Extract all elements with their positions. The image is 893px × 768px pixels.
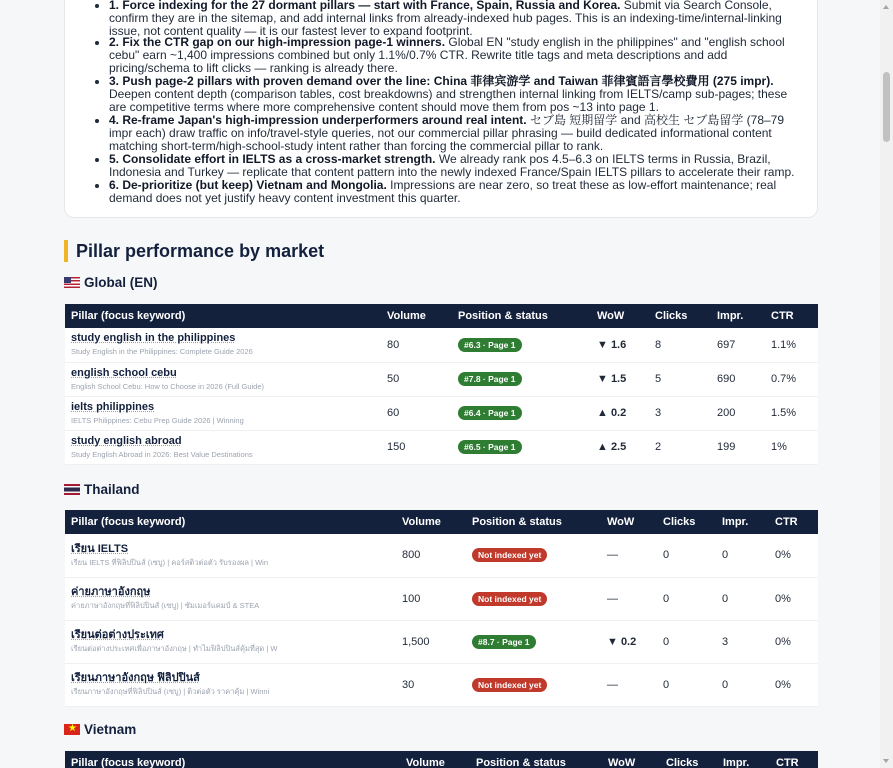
pillar-subtitle: เรียนภาษาอังกฤษที่ฟิลิปปินส์ (เซบู) | ติวต่อตัว ราคาคุ้ม | Winni bbox=[71, 687, 270, 696]
column-header-wow[interactable]: WoW bbox=[591, 304, 649, 328]
impr-cell: 697 bbox=[711, 328, 765, 362]
column-header-ctr[interactable]: CTR bbox=[765, 304, 818, 328]
clicks-cell: 5 bbox=[649, 362, 711, 396]
status-badge: #7.8 · Page 1 bbox=[458, 372, 522, 386]
recommendations-card bbox=[64, 0, 818, 218]
vietnam-flag-icon bbox=[64, 724, 80, 735]
recommendation-item: • 1. Force indexing for the 27 dormant pillars — start with France, Spain, Russia and Korea. Submit via Search Console, confirm they are in the sitemap, and add internal links from already-indexed hub pages. This is an indexing-time/internal-linking issue, not content quality — it is our fastest lever to expand footprint. bbox=[109, 0, 801, 38]
impr-cell: 0 bbox=[716, 534, 769, 577]
volume-cell: 800 bbox=[396, 534, 466, 577]
market-title-thailand: Thailand bbox=[64, 482, 140, 498]
ctr-cell: 0% bbox=[769, 577, 818, 620]
recommendation-item: • 5. Consolidate effort in IELTS as a cross-market strength. We already rank pos 4.5–6.3 on IELTS terms in Russia, Brazil, Indonesia and Turkey — replicate that content pattern into the newly indexed France/Spain IELTS pillars to accelerate their ramp. bbox=[109, 153, 801, 179]
clicks-cell: 0 bbox=[657, 577, 716, 620]
table-row bbox=[65, 577, 818, 620]
impr-cell: 0 bbox=[716, 663, 769, 706]
status-badge: Not indexed yet bbox=[472, 548, 547, 562]
table-row bbox=[65, 362, 818, 396]
column-header-volume[interactable]: Volume bbox=[400, 751, 470, 768]
scrollbar-thumb[interactable] bbox=[883, 72, 890, 142]
table-row bbox=[65, 620, 818, 663]
clicks-cell: 0 bbox=[657, 663, 716, 706]
impr-cell: 690 bbox=[711, 362, 765, 396]
pillar-keyword-link[interactable]: ค่ายภาษาอังกฤษ bbox=[71, 586, 151, 598]
page-scrollbar[interactable] bbox=[880, 0, 893, 768]
column-header-ctr[interactable]: CTR bbox=[770, 751, 818, 768]
pillar-keyword-link[interactable]: เรียนภาษาอังกฤษ ฟิลิปปินส์ bbox=[71, 672, 200, 684]
pillar-subtitle: Study English in the Philippines: Complete Guide 2026 bbox=[71, 347, 253, 357]
clicks-cell: 8 bbox=[649, 328, 711, 362]
pillar-subtitle: เรียน IELTS ที่ฟิลิปปินส์ (เซบู) | คอร์สติวต่อตัว รับรองผล | Win bbox=[71, 557, 269, 567]
table-row bbox=[65, 534, 818, 577]
impr-cell: 0 bbox=[716, 577, 769, 620]
pillar-keyword-link[interactable]: study english abroad bbox=[71, 434, 182, 447]
status-badge: Not indexed yet bbox=[472, 592, 547, 606]
impr-cell: 200 bbox=[711, 396, 765, 430]
ctr-cell: 1% bbox=[765, 430, 818, 464]
status-badge: #6.3 · Page 1 bbox=[458, 338, 522, 352]
column-header-pillar[interactable]: Pillar (focus keyword) bbox=[65, 304, 381, 328]
volume-cell: 100 bbox=[396, 577, 466, 620]
ctr-cell: 1.5% bbox=[765, 396, 818, 430]
wow-cell: ▼ 1.6 bbox=[591, 328, 649, 362]
pillar-keyword-link[interactable]: เรียน IELTS bbox=[71, 542, 129, 555]
scroll-up-arrow-icon[interactable] bbox=[883, 5, 889, 9]
column-header-position[interactable]: Position & status bbox=[470, 751, 602, 768]
volume-cell: 50 bbox=[381, 362, 452, 396]
pillar-table-thailand bbox=[65, 510, 818, 707]
recommendation-item: • 4. Re-frame Japan's high-impression underperformers around real intent. セブ島 短期留学 and 高校生 セブ島留学 (78–79 impr each) draw traffic on info/travel-style queries, not our commercial pillar phrasing — build dedicated informational content matching short-term/high-school-study intent rather than forcing the commercial pillar to rank. bbox=[109, 114, 801, 153]
pillar-subtitle: IELTS Philippines: Cebu Prep Guide 2026 | Winning bbox=[71, 415, 244, 425]
table-header-row bbox=[65, 510, 818, 534]
clicks-cell: 0 bbox=[657, 534, 716, 577]
table-header-row bbox=[65, 304, 818, 328]
ctr-cell: 0% bbox=[769, 663, 818, 706]
table-header-row bbox=[65, 751, 818, 768]
status-badge: #8.7 · Page 1 bbox=[472, 635, 536, 649]
table-row bbox=[65, 430, 818, 464]
table-row bbox=[65, 663, 818, 706]
column-header-ctr[interactable]: CTR bbox=[769, 510, 818, 534]
column-header-wow[interactable]: WoW bbox=[601, 510, 657, 534]
column-header-position[interactable]: Position & status bbox=[452, 304, 591, 328]
column-header-impr[interactable]: Impr. bbox=[717, 751, 770, 768]
market-title-vietnam: ★Vietnam bbox=[64, 722, 136, 738]
column-header-pillar[interactable]: Pillar (focus keyword) bbox=[65, 510, 396, 534]
ctr-cell: 0% bbox=[769, 620, 818, 663]
wow-cell: ▼ 0.2 bbox=[601, 620, 657, 663]
wow-cell: ▲ 2.5 bbox=[591, 430, 649, 464]
pillar-keyword-link[interactable]: english school cebu bbox=[71, 366, 177, 379]
scroll-down-arrow-icon[interactable] bbox=[883, 759, 889, 763]
pillar-keyword-link[interactable]: ielts philippines bbox=[71, 400, 155, 413]
wow-cell: — bbox=[601, 577, 657, 620]
volume-cell: 60 bbox=[381, 396, 452, 430]
recommendation-item: • 3. Push page-2 pillars with proven demand over the line: China 菲律宾游学 and Taiwan 菲律賓語言學校費用 (275 impr). Deepen content depth (comparison tables, cost breakdowns) and strengthen internal linking from IELTS/camp sub-pages; these are competitive terms where more comprehensive content should move them from pos ~13 into page 1. bbox=[109, 75, 801, 114]
column-header-impr[interactable]: Impr. bbox=[711, 304, 765, 328]
us-flag-icon bbox=[64, 277, 80, 288]
pillar-subtitle: English School Cebu: How to Choose in 2026 (Full Guide) bbox=[71, 381, 265, 391]
status-badge: #6.4 · Page 1 bbox=[458, 406, 522, 420]
table-row bbox=[65, 396, 818, 430]
pillar-table-global bbox=[65, 304, 818, 465]
status-badge: Not indexed yet bbox=[472, 678, 547, 692]
pillar-subtitle: Study English Abroad in 2026: Best Value Destinations bbox=[71, 449, 253, 459]
thailand-flag-icon bbox=[64, 484, 80, 495]
status-badge: #6.5 · Page 1 bbox=[458, 440, 522, 454]
column-header-volume[interactable]: Volume bbox=[396, 510, 466, 534]
section-title: Pillar performance by market bbox=[64, 240, 324, 262]
clicks-cell: 2 bbox=[649, 430, 711, 464]
ctr-cell: 0.7% bbox=[765, 362, 818, 396]
pillar-keyword-link[interactable]: เรียนต่อต่างประเทศ bbox=[71, 629, 164, 641]
column-header-pillar[interactable]: Pillar (focus keyword) bbox=[65, 751, 400, 768]
column-header-impr[interactable]: Impr. bbox=[716, 510, 769, 534]
wow-cell: ▲ 0.2 bbox=[591, 396, 649, 430]
volume-cell: 80 bbox=[381, 328, 452, 362]
column-header-clicks[interactable]: Clicks bbox=[657, 510, 716, 534]
volume-cell: 150 bbox=[381, 430, 452, 464]
impr-cell: 3 bbox=[716, 620, 769, 663]
volume-cell: 1,500 bbox=[396, 620, 466, 663]
impr-cell: 199 bbox=[711, 430, 765, 464]
ctr-cell: 0% bbox=[769, 534, 818, 577]
clicks-cell: 3 bbox=[649, 396, 711, 430]
column-header-wow[interactable]: WoW bbox=[602, 751, 660, 768]
pillar-table-vietnam bbox=[65, 751, 818, 768]
column-header-position[interactable]: Position & status bbox=[466, 510, 601, 534]
pillar-keyword-link[interactable]: study english in the philippines bbox=[71, 332, 236, 345]
wow-cell: — bbox=[601, 534, 657, 577]
clicks-cell: 0 bbox=[657, 620, 716, 663]
ctr-cell: 1.1% bbox=[765, 328, 818, 362]
column-header-clicks[interactable]: Clicks bbox=[660, 751, 717, 768]
recommendation-item: • 6. De-prioritize (but keep) Vietnam and Mongolia. Impressions are near zero, so treat these as low-effort maintenance; real demand does not yet justify heavy content investment this quarter. bbox=[109, 179, 801, 205]
market-title-global: Global (EN) bbox=[64, 275, 158, 291]
pillar-subtitle: เรียนต่อต่างประเทศเพื่อภาษาอังกฤษ | ทำไมฟิลิปปินส์คุ้มที่สุด | W bbox=[71, 644, 278, 653]
wow-cell: ▼ 1.5 bbox=[591, 362, 649, 396]
pillar-subtitle: ค่ายภาษาอังกฤษที่ฟิลิปปินส์ (เซบู) | ซัมเมอร์แคมป์ & STEA bbox=[71, 601, 260, 610]
recommendation-item: • 2. Fix the CTR gap on our high-impression page-1 winners. Global EN "study english in the philippines" and "english school cebu" earn ~1,400 impressions combined but only 1.1%/0.7% CTR. Rewrite title tags and meta descriptions and add pricing/schema to lift clicks — ranking is already there. bbox=[109, 36, 801, 75]
column-header-volume[interactable]: Volume bbox=[381, 304, 452, 328]
column-header-clicks[interactable]: Clicks bbox=[649, 304, 711, 328]
wow-cell: — bbox=[601, 663, 657, 706]
volume-cell: 30 bbox=[396, 663, 466, 706]
table-row bbox=[65, 328, 818, 362]
